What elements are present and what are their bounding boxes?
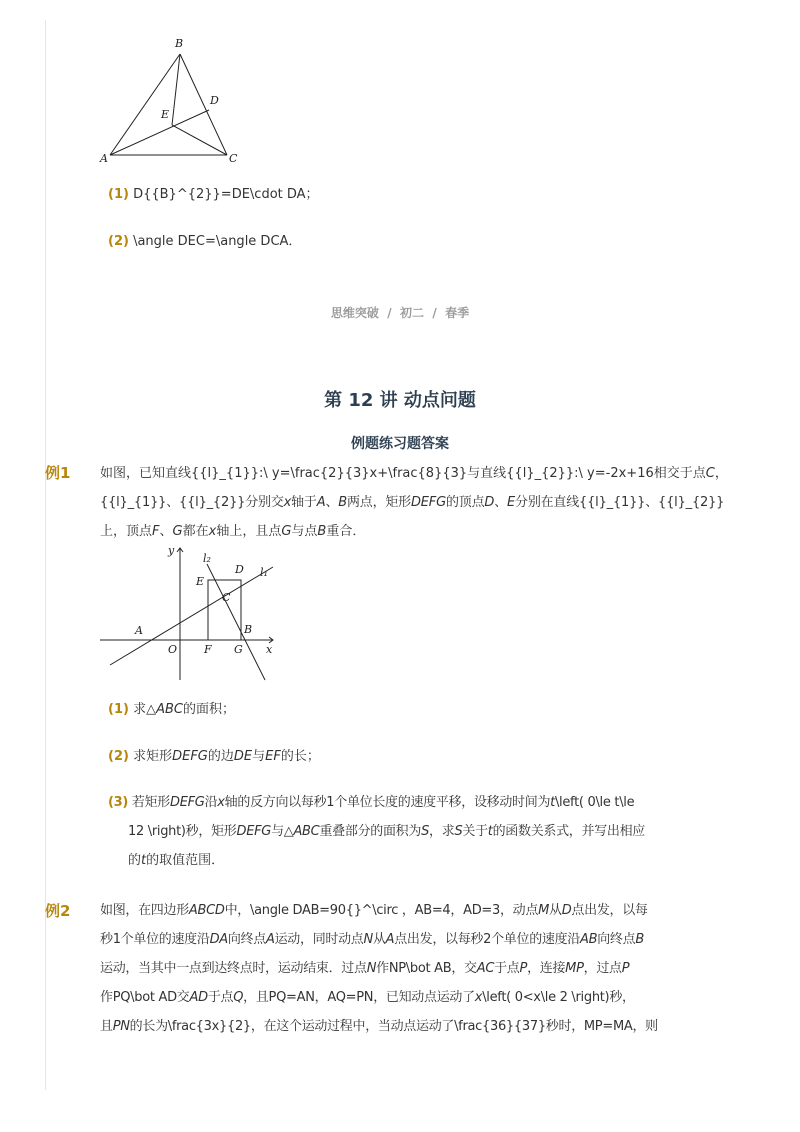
line-l1 — [110, 567, 273, 665]
ex2-line-2: 秒1个单位的速度沿DA向终点A运动，同时动点N从A点出发，以每秒2个单位的速度沿AB向终点B — [100, 932, 644, 947]
label-b: B — [244, 623, 253, 636]
brand-footer — [0, 304, 800, 321]
label-o: O — [168, 643, 178, 656]
label-x: x — [266, 643, 273, 656]
ex1-line-2: {{l}_{1}}、{{l}_{2}}分别交x轴于A、B两点，矩形DEFG的顶点D、E分别在直线{{l}_{1}}、{{l}_{2}} — [100, 495, 725, 510]
ex1-part2: (2) 求矩形DEFG的边DE与EF的长； — [108, 749, 320, 764]
part-number: (2) — [108, 234, 129, 249]
ex1-line-3: 上，顶点F、G都在x轴上，且点G与点B重合． — [100, 524, 366, 539]
ex1-part1: (1) 求△ABC的面积； — [108, 702, 235, 717]
margin-rule — [45, 20, 46, 1090]
q1-part1 — [108, 184, 648, 206]
label-c: C — [222, 591, 231, 604]
part-text: \angle DEC=\angle DCA． — [133, 234, 302, 249]
lecture-title: 第 12 讲 动点问题 — [324, 390, 476, 411]
label-d: D — [235, 563, 244, 576]
ex1-part3-line2: 12 \right)秒，矩形DEFG与△ABC重叠部分的面积为S，求S关于t的函数关系式，并写出相应 — [128, 824, 646, 839]
part-number: (1) — [108, 187, 129, 202]
separator: / — [432, 306, 437, 320]
brand-grade: 初二 — [399, 306, 424, 320]
segment-ad — [110, 110, 209, 155]
ex1-part3-line1: (3) 若矩形DEFG沿x轴的反方向以每秒1个单位长度的速度平移，设移动时间为t\left( 0\le t\le — [108, 795, 635, 810]
edge-ab — [110, 54, 180, 155]
brand-series: 思维突破 — [330, 306, 379, 320]
label-e: E — [196, 575, 205, 588]
lecture-subtitle: 例题练习题答案 — [351, 436, 449, 452]
edge-bc — [180, 54, 227, 155]
example-1-label: 例1 — [45, 464, 71, 482]
label-l1: l₁ — [260, 566, 268, 579]
part-text: D{{B}^{2}}=DE\cdot DA； — [133, 187, 319, 202]
line-l2 — [207, 564, 265, 680]
ex2-line-4: 作PQ\bot AD交AD于点Q，且PQ=AN，AQ=PN，已知动点运动了x\left( 0<x\le 2 \right)秒， — [100, 990, 635, 1005]
label-b: B — [175, 37, 184, 50]
segment-ec — [172, 125, 227, 155]
separator: / — [387, 306, 392, 320]
coordinate-figure — [95, 540, 285, 690]
q1-part2 — [108, 231, 648, 253]
label-d: D — [210, 94, 219, 107]
label-y: y — [168, 544, 175, 557]
label-a: A — [100, 152, 108, 165]
label-e: E — [161, 108, 170, 121]
label-f: F — [204, 643, 212, 656]
ex1-line-1: 如图，已知直线{{l}_{1}}:\ y=\frac{2}{3}x+\frac{8}{3}与直线{{l}_{2}}:\ y=-2x+16相交于点C， — [100, 466, 728, 481]
label-g: G — [234, 643, 243, 656]
ex2-line-1: 如图，在四边形ABCD中，\angle DAB=90{}^\circ ，AB=4，AD=3，动点M从D点出发，以每 — [100, 903, 648, 918]
ex2-line-5: 且PN的长为\frac{3x}{2}，在这个运动过程中，当动点运动了\frac{36}{37}秒时，MP=MA，则 — [100, 1019, 658, 1034]
ex1-part3-line3: 的t的取值范围． — [128, 853, 225, 868]
label-l2: l₂ — [203, 552, 211, 565]
label-c: C — [229, 152, 238, 165]
ex2-line-3: 运动，当其中一点到达终点时，运动结束．过点N作NP\bot AB，交AC于点P，连接MP，过点P — [100, 961, 630, 976]
triangle-figure — [95, 30, 255, 170]
label-a: A — [135, 624, 143, 637]
example-2-label: 例2 — [45, 902, 71, 920]
brand-season: 春季 — [445, 306, 470, 320]
